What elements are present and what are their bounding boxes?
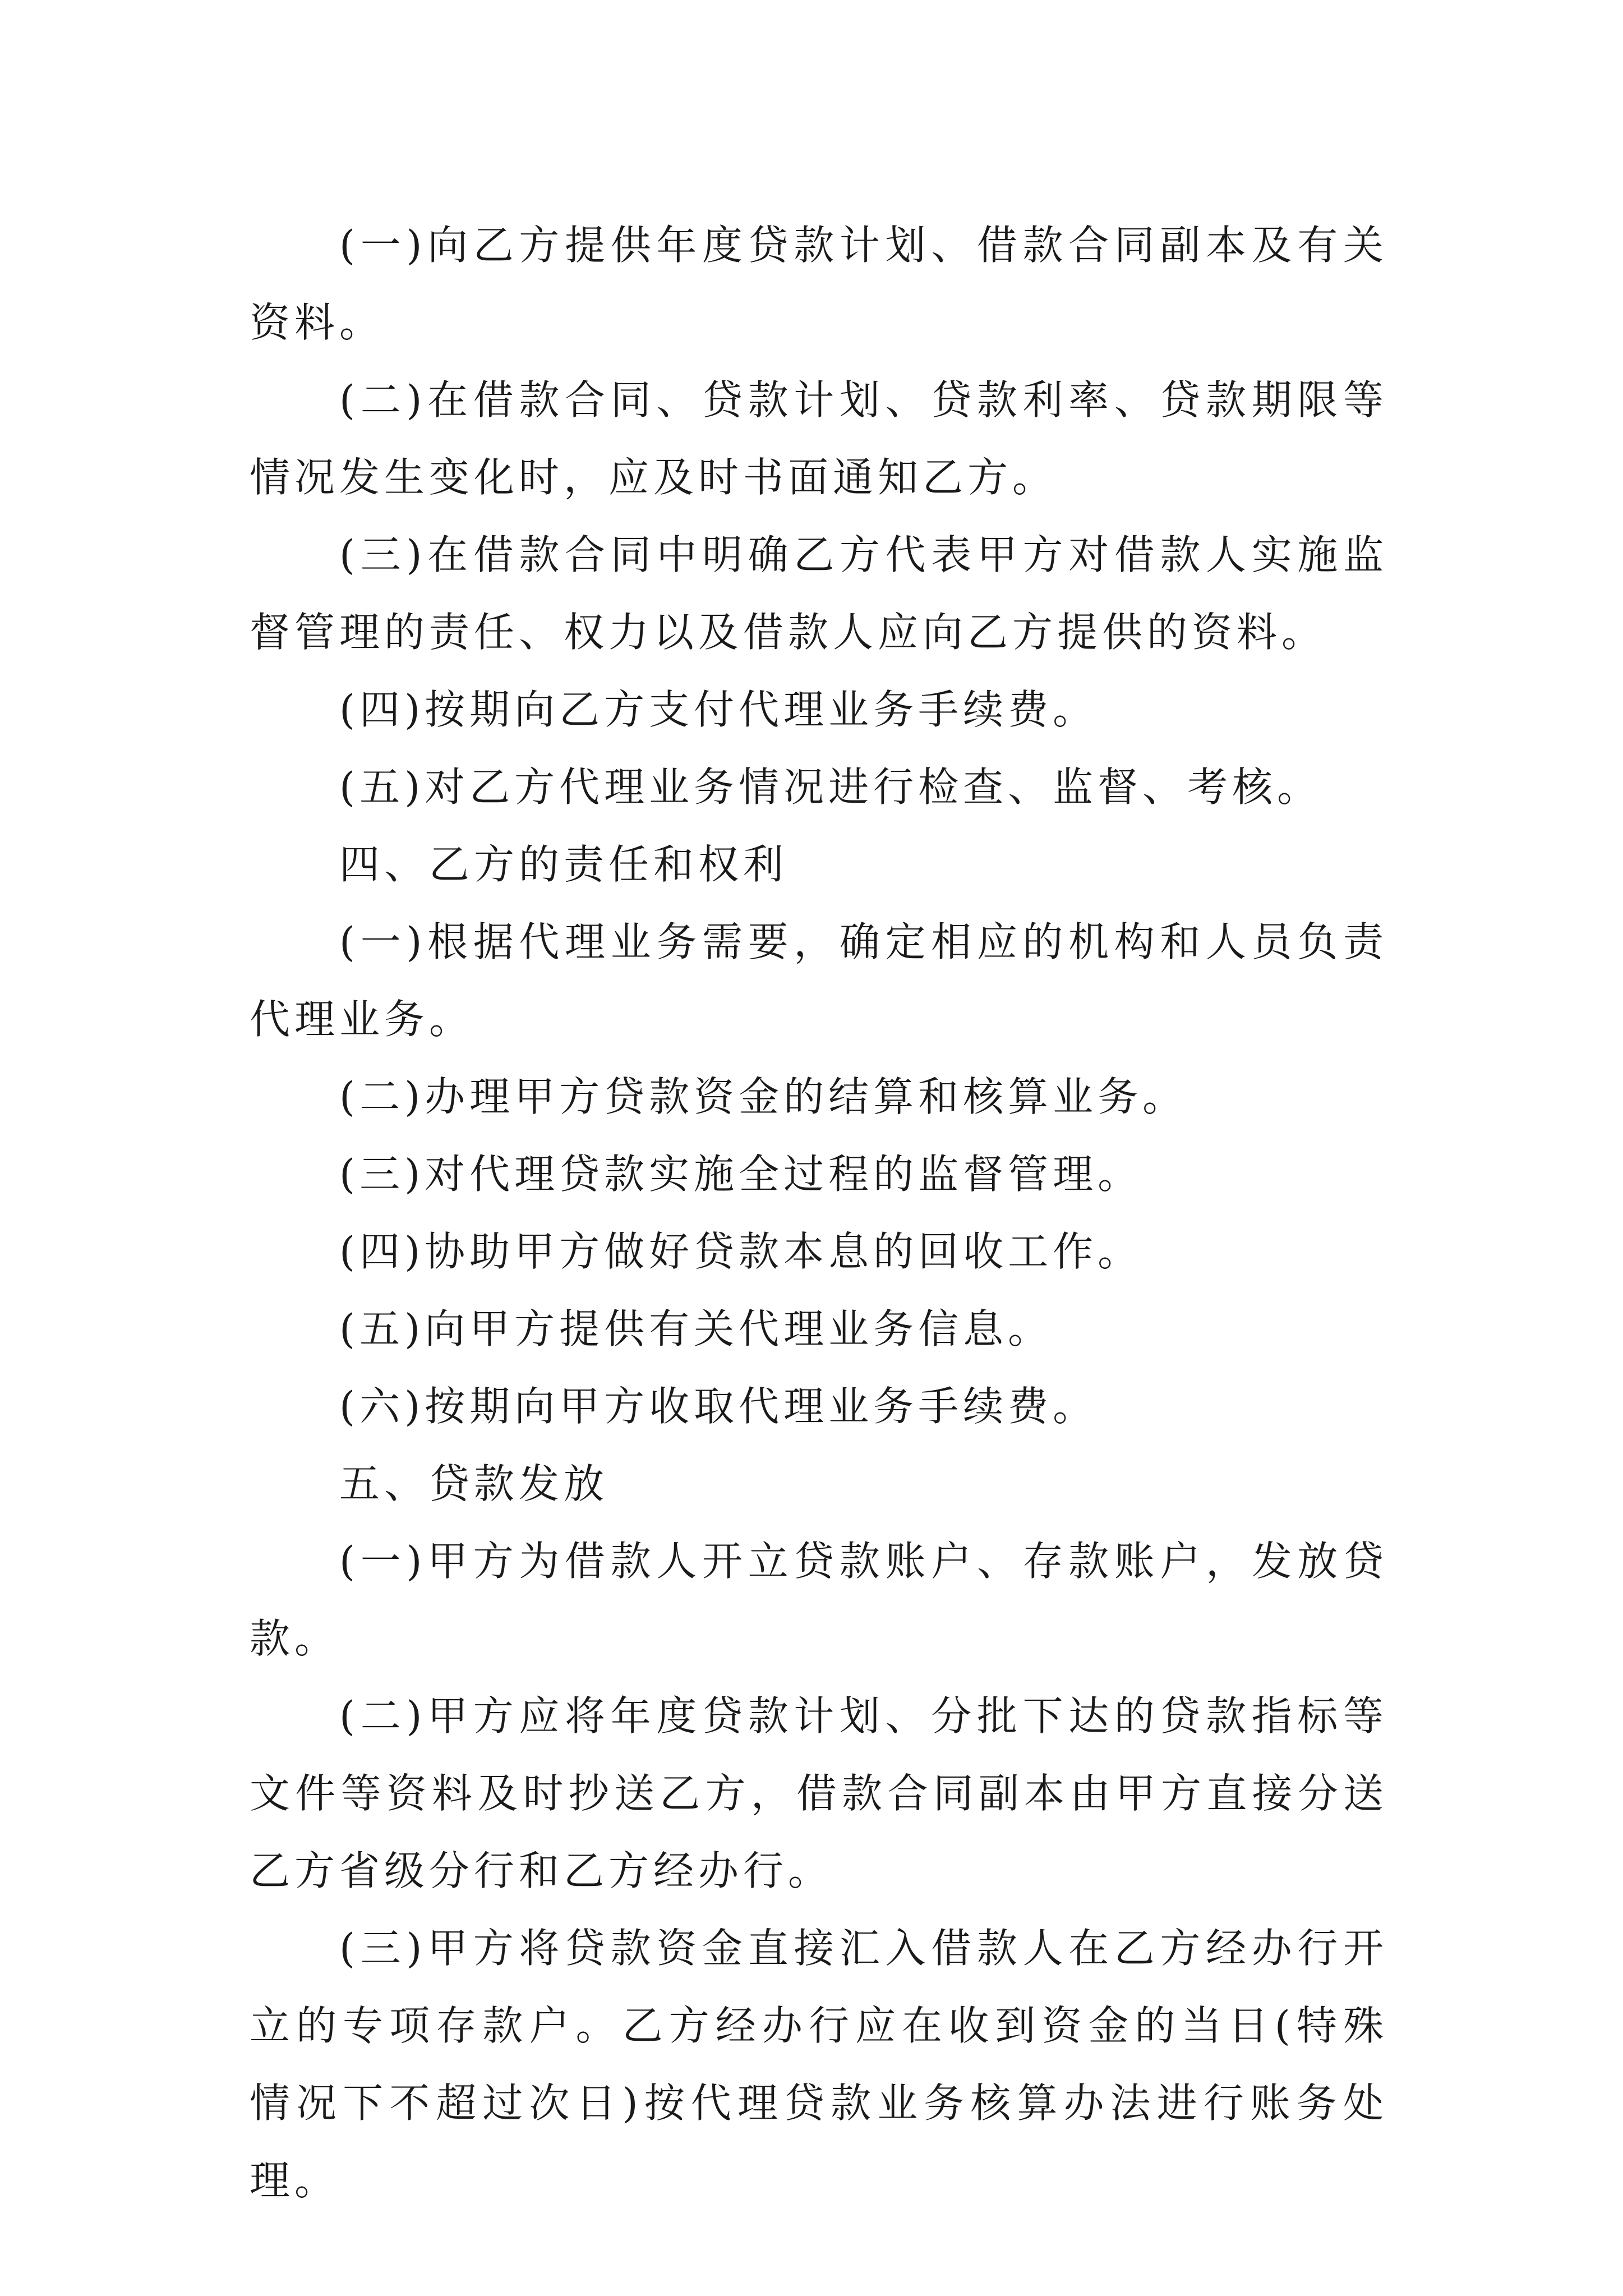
section-heading-yi-duties: 四、乙方的责任和权利 <box>339 841 789 888</box>
paragraph-yi-duty-5: (五)向甲方提供有关代理业务信息。 <box>339 1305 1053 1352</box>
document-body <box>250 206 1388 2219</box>
paragraph-jia-duty-4: (四)按期向乙方支付代理业务手续费。 <box>339 686 1098 733</box>
paragraph-yi-duty-3: (三)对代理贷款实施全过程的监督管理。 <box>339 1151 1143 1198</box>
paragraph-disbursement-3: (三)甲方将贷款资金直接汇入借款人在乙方经办行开立的专项存款户。乙方经办行应在收到资金的当日(特殊情况下不超过次日)按代理贷款业务核算办法进行账务处理。 <box>250 1925 1388 2204</box>
paragraph-yi-duty-1: (一)根据代理业务需要，确定相应的机构和人员负责代理业务。 <box>250 918 1388 1043</box>
paragraph-jia-duty-1: (一)向乙方提供年度贷款计划、借款合同副本及有关资料。 <box>250 222 1388 346</box>
paragraph-jia-duty-5: (五)对乙方代理业务情况进行检查、监督、考核。 <box>339 763 1322 811</box>
section-heading-loan-disbursement: 五、贷款发放 <box>339 1460 609 1507</box>
paragraph-jia-duty-3: (三)在借款合同中明确乙方代表甲方对借款人实施监督管理的责任、权力以及借款人应向乙方提供的资料。 <box>250 531 1388 656</box>
paragraph-jia-duty-2: (二)在借款合同、贷款计划、贷款利率、贷款期限等情况发生变化时，应及时书面通知乙方。 <box>250 376 1388 501</box>
paragraph-disbursement-2: (二)甲方应将年度贷款计划、分批下达的贷款指标等文件等资料及时抄送乙方，借款合同副本由甲方直接分送乙方省级分行和乙方经办行。 <box>250 1692 1388 1894</box>
paragraph-disbursement-1: (一)甲方为借款人开立贷款账户、存款账户，发放贷款。 <box>250 1538 1388 1662</box>
paragraph-yi-duty-4: (四)协助甲方做好贷款本息的回收工作。 <box>339 1228 1143 1275</box>
paragraph-yi-duty-6: (六)按期向甲方收取代理业务手续费。 <box>339 1383 1098 1430</box>
paragraph-yi-duty-2: (二)办理甲方贷款资金的结算和核算业务。 <box>339 1073 1188 1120</box>
